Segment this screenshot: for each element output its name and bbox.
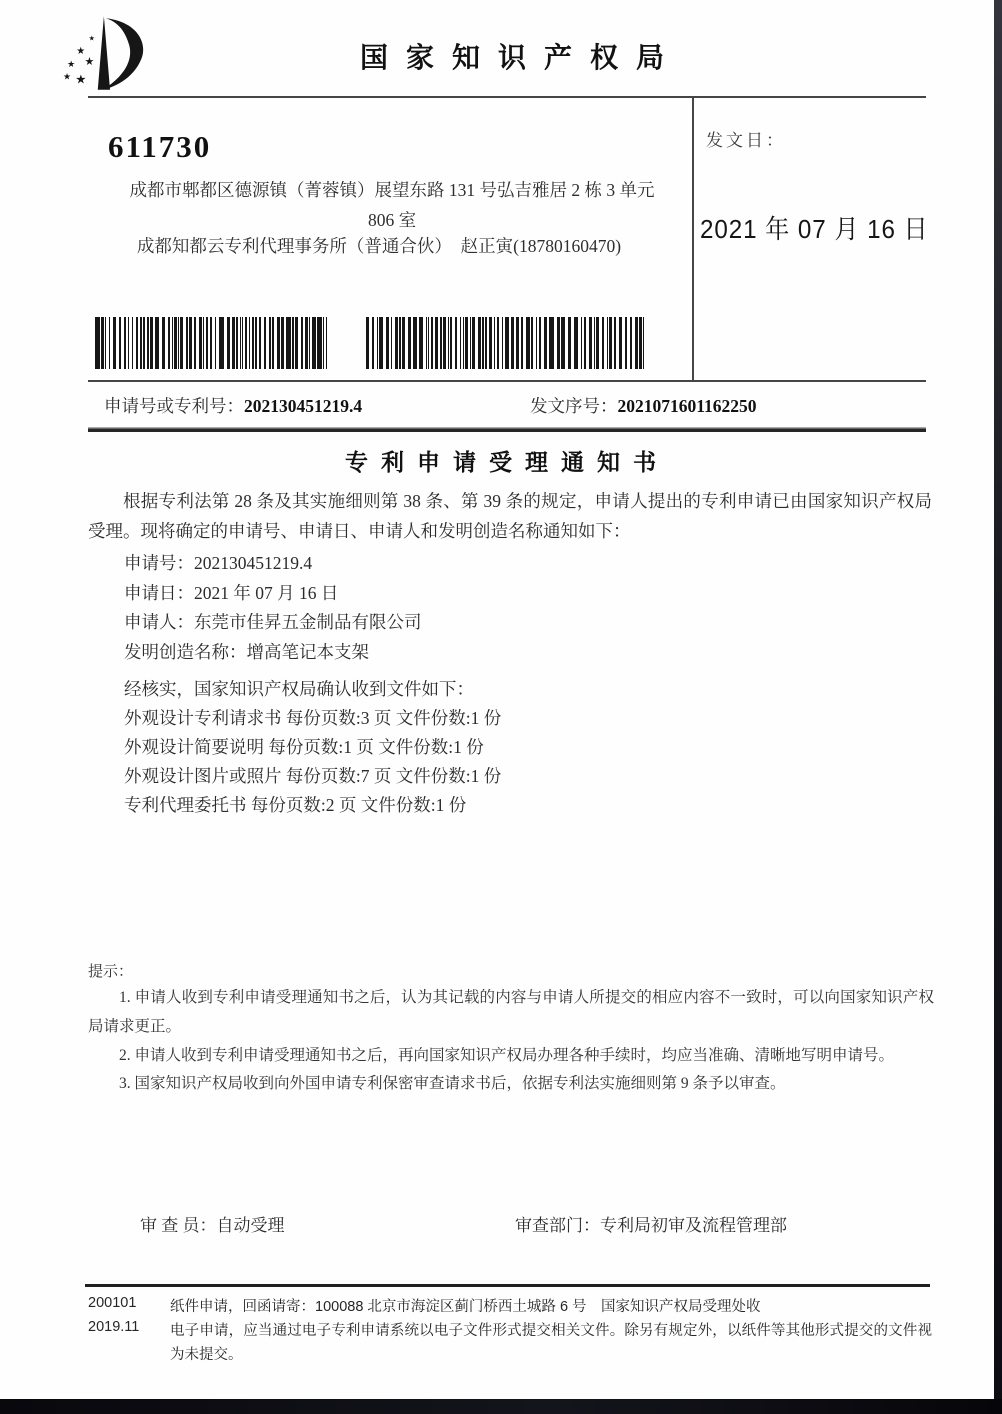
footer-efiling-note: 电子申请，应当通过电子专利申请系统以电子文件形式提交相关文件。除另有规定外，以纸件等其他形式提交的文件视为未提交。: [170, 1323, 932, 1363]
agency-title: 国家知识产权局: [359, 43, 682, 74]
recipient-address-line1: 成都市郫都区德源镇（菁蓉镇）展望东路 131 号弘吉雅居 2 栋 3 单元: [129, 180, 655, 200]
dispatch-date-label: 发文日：: [706, 131, 786, 150]
field-application-date: 申请日：2021 年 07 月 16 日: [124, 582, 339, 603]
svg-text:★: ★: [67, 59, 76, 70]
cnipa-logo-icon: [62, 14, 156, 98]
left-barcode: [95, 317, 332, 369]
header-divider-line: [88, 96, 926, 98]
examiner-label: 审 查 员：: [140, 1216, 217, 1235]
scan-edge-bottom: [0, 1399, 1002, 1414]
serial-number-value: 2021071601162250: [617, 396, 757, 416]
section-divider-line: [88, 427, 926, 432]
received-file-item: 外观设计简要说明 每份页数:1 页 文件份数:1 份: [124, 737, 484, 757]
field-application-number: 申请号：202130451219.4: [124, 553, 313, 573]
svg-text:★: ★: [75, 72, 87, 87]
postal-code: 611730: [108, 129, 212, 164]
field-invention-title: 发明创造名称：增高笔记本支架: [124, 641, 369, 662]
header-box-vertical-divider: [692, 96, 694, 382]
recipient-agency-line: 成都知都云专利代理事务所（普通合伙） 赵正寅(18780160470): [136, 236, 622, 256]
header-box-bottom-line: [88, 380, 926, 382]
hint-item-1: 1. 申请人收到专利申请受理通知书之后，认为其记载的内容与申请人所提交的相应内容不一致时，可以向国家知识产权局请求更正。: [88, 989, 934, 1035]
application-fields: [88, 549, 808, 667]
department-label: 审查部门：: [515, 1216, 600, 1235]
hint-item-2: 2. 申请人收到专利申请受理通知书之后，再向国家知识产权局办理各种手续时，均应当准确、清晰地写明申请号。: [119, 1047, 895, 1064]
svg-text:★: ★: [84, 56, 95, 69]
serial-number-label: 发文序号：: [530, 396, 618, 416]
right-barcode: [366, 317, 647, 369]
recipient-address-line2: 806 室: [367, 210, 417, 230]
footer-version-code: 2019.11: [88, 1319, 140, 1335]
received-documents: [88, 675, 868, 820]
application-number-value: 202130451219.4: [244, 396, 363, 416]
received-intro: 经核实，国家知识产权局确认收到文件如下：: [124, 679, 474, 699]
svg-text:★: ★: [88, 34, 95, 43]
signoff-row: [88, 1211, 926, 1236]
hint-item-3: 3. 国家知识产权局收到向外国申请专利保密审查请求书后，依据专利法实施细则第 9 条予以审查。: [119, 1075, 786, 1092]
received-file-item: 外观设计专利请求书 每份页数:3 页 文件份数:1 份: [124, 708, 502, 728]
field-applicant: 申请人：东莞市佳昇五金制品有限公司: [124, 612, 422, 632]
department-value: 专利局初审及流程管理部: [600, 1216, 787, 1235]
numbers-row: [88, 393, 926, 418]
dispatch-date-value: 2021 年 07 月 16 日: [700, 214, 929, 244]
application-number-label: 申请号或专利号：: [104, 396, 244, 416]
hints-title: 提示：: [88, 964, 134, 980]
footer-paper-filing-note: 纸件申请，回函请寄：100088 北京市海淀区蓟门桥西土城路 6 号 国家知识产权局受理处收: [170, 1299, 761, 1315]
received-file-item: 专利代理委托书 每份页数:2 页 文件份数:1 份: [124, 795, 467, 815]
scan-edge-right: [994, 0, 1002, 1414]
svg-text:★: ★: [63, 71, 72, 82]
svg-text:★: ★: [76, 45, 86, 57]
examiner-value: 自动受理: [216, 1216, 285, 1235]
received-file-item: 外观设计图片或照片 每份页数:7 页 文件份数:1 份: [124, 766, 502, 786]
notice-title: 专利申请受理通知书: [345, 450, 669, 475]
notice-intro-paragraph: 根据专利法第 28 条及其实施细则第 38 条、第 39 条的规定，申请人提出的专利申请已由国家知识产权局受理。现将确定的申请号、申请日、申请人和发明创造名称通知如下：: [88, 491, 932, 541]
footer-form-code: 200101: [88, 1295, 137, 1311]
footer-divider-line: [85, 1284, 930, 1287]
